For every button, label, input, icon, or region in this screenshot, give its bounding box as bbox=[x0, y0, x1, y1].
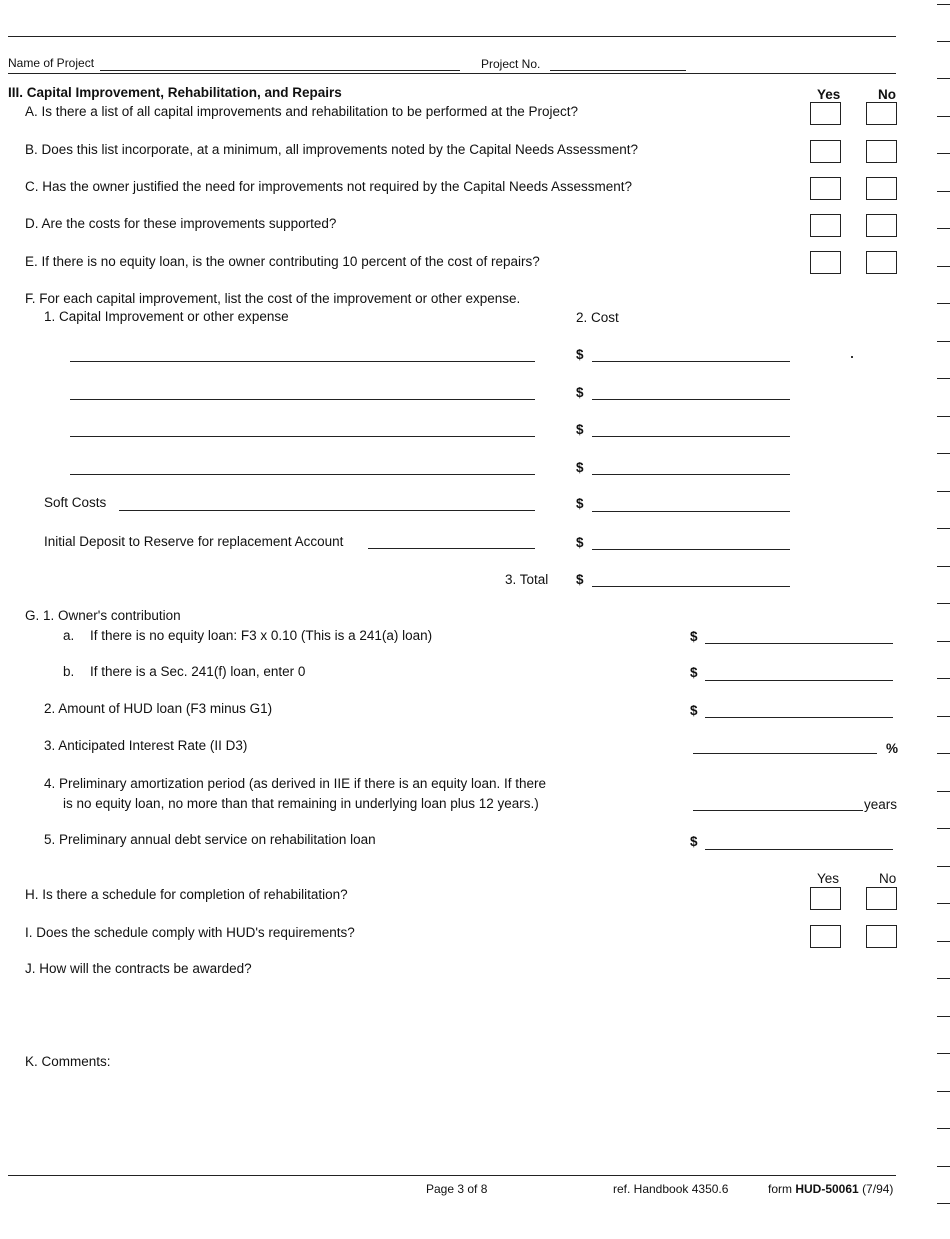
form-date: (7/94) bbox=[862, 1182, 894, 1196]
g4-field[interactable] bbox=[693, 810, 863, 811]
cost-line-1[interactable] bbox=[592, 361, 790, 362]
soft-costs-label: Soft Costs bbox=[44, 495, 107, 510]
g1b-field[interactable] bbox=[705, 680, 893, 681]
question-c-yes-checkbox[interactable] bbox=[810, 177, 841, 200]
question-c-no-checkbox[interactable] bbox=[866, 177, 897, 200]
dollar-sign: $ bbox=[576, 572, 584, 587]
question-c: C. Has the owner justified the need for improvements not required by the Capital Needs Assessment? bbox=[25, 179, 633, 194]
handbook-ref: ref. Handbook 4350.6 bbox=[613, 1182, 729, 1196]
f-intro: F. For each capital improvement, list the cost of the improvement or other expense. bbox=[25, 291, 521, 306]
g5-label: 5. Preliminary annual debt service on rehabilitation loan bbox=[44, 832, 376, 847]
expense-line-3[interactable] bbox=[70, 436, 535, 437]
page-number: Page 3 of 8 bbox=[426, 1182, 488, 1196]
initial-deposit-field[interactable] bbox=[368, 548, 535, 549]
project-no-label: Project No. bbox=[481, 57, 541, 71]
no-header: No bbox=[878, 87, 896, 102]
cost-line-4[interactable] bbox=[592, 474, 790, 475]
g4-label-line2: is no equity loan, no more than that remaining in underlying loan plus 12 years.) bbox=[63, 796, 539, 811]
question-a: A. Is there a list of all capital improvements and rehabilitation to be performed at the Project? bbox=[25, 104, 579, 119]
form-number: HUD-50061 bbox=[795, 1182, 859, 1196]
soft-costs-cost-line[interactable] bbox=[592, 511, 790, 512]
project-name-label: Name of Project bbox=[8, 56, 95, 70]
g4-label-line1: 4. Preliminary amortization period (as derived in IIE if there is an equity loan. If there bbox=[44, 776, 546, 791]
g5-field[interactable] bbox=[705, 849, 893, 850]
question-i-yes-checkbox[interactable] bbox=[810, 925, 841, 948]
question-e: E. If there is no equity loan, is the owner contributing 10 percent of the cost of repairs? bbox=[25, 254, 540, 269]
question-a-no-checkbox[interactable] bbox=[866, 102, 897, 125]
g1b-letter: b. bbox=[63, 664, 75, 679]
cost-line-2[interactable] bbox=[592, 399, 790, 400]
soft-costs-field[interactable] bbox=[119, 510, 535, 511]
stray-dot bbox=[851, 356, 853, 358]
dollar-sign: $ bbox=[690, 703, 698, 718]
dollar-sign: $ bbox=[576, 347, 584, 362]
initial-deposit-cost-line[interactable] bbox=[592, 549, 790, 550]
g2-field[interactable] bbox=[705, 717, 893, 718]
question-e-no-checkbox[interactable] bbox=[866, 251, 897, 274]
total-cost-line[interactable] bbox=[592, 586, 790, 587]
dollar-sign: $ bbox=[576, 460, 584, 475]
question-h: H. Is there a schedule for completion of rehabilitation? bbox=[25, 887, 348, 902]
footer-rule bbox=[8, 1175, 896, 1176]
dollar-sign: $ bbox=[690, 665, 698, 680]
header-rule bbox=[8, 73, 896, 74]
question-d: D. Are the costs for these improvements supported? bbox=[25, 216, 337, 231]
total-label: 3. Total bbox=[505, 572, 549, 587]
question-d-no-checkbox[interactable] bbox=[866, 214, 897, 237]
yes-header-2: Yes bbox=[817, 871, 840, 886]
question-j: J. How will the contracts be awarded? bbox=[25, 961, 252, 976]
years-label: years bbox=[864, 797, 898, 812]
question-i-no-checkbox[interactable] bbox=[866, 925, 897, 948]
question-b-no-checkbox[interactable] bbox=[866, 140, 897, 163]
dollar-sign: $ bbox=[576, 385, 584, 400]
question-b: B. Does this list incorporate, at a minimum, all improvements noted by the Capital Needs Assessment? bbox=[25, 142, 639, 157]
dollar-sign: $ bbox=[576, 496, 584, 511]
form-id bbox=[768, 1182, 893, 1196]
yes-header: Yes bbox=[817, 87, 841, 102]
dollar-sign: $ bbox=[576, 535, 584, 550]
question-b-yes-checkbox[interactable] bbox=[810, 140, 841, 163]
f-col1-header: 1. Capital Improvement or other expense bbox=[44, 309, 289, 324]
percent-sign: % bbox=[886, 741, 899, 756]
cost-line-3[interactable] bbox=[592, 436, 790, 437]
top-rule bbox=[8, 36, 896, 37]
g1a-letter: a. bbox=[63, 628, 75, 643]
initial-deposit-label: Initial Deposit to Reserve for replacement Account bbox=[44, 534, 344, 549]
project-name-field[interactable] bbox=[100, 70, 460, 71]
question-e-yes-checkbox[interactable] bbox=[810, 251, 841, 274]
section-title: III. Capital Improvement, Rehabilitation, and Repairs bbox=[8, 85, 342, 100]
expense-line-2[interactable] bbox=[70, 399, 535, 400]
g1-label: G. 1. Owner's contribution bbox=[25, 608, 181, 623]
expense-line-4[interactable] bbox=[70, 474, 535, 475]
g2-label: 2. Amount of HUD loan (F3 minus G1) bbox=[44, 701, 273, 716]
project-no-field[interactable] bbox=[550, 70, 686, 71]
form-prefix: form bbox=[768, 1182, 792, 1196]
question-h-no-checkbox[interactable] bbox=[866, 887, 897, 910]
g1b-label: If there is a Sec. 241(f) loan, enter 0 bbox=[90, 664, 306, 679]
comments-label: K. Comments: bbox=[25, 1054, 111, 1069]
g1a-label: If there is no equity loan: F3 x 0.10 (This is a 241(a) loan) bbox=[90, 628, 433, 643]
g3-field[interactable] bbox=[693, 753, 877, 754]
g3-label: 3. Anticipated Interest Rate (II D3) bbox=[44, 738, 248, 753]
dollar-sign: $ bbox=[690, 629, 698, 644]
question-i: I. Does the schedule comply with HUD's requirements? bbox=[25, 925, 355, 940]
expense-line-1[interactable] bbox=[70, 361, 535, 362]
dollar-sign: $ bbox=[576, 422, 584, 437]
question-h-yes-checkbox[interactable] bbox=[810, 887, 841, 910]
g1a-field[interactable] bbox=[705, 643, 893, 644]
f-col2-header: 2. Cost bbox=[576, 310, 619, 325]
dollar-sign: $ bbox=[690, 834, 698, 849]
question-a-yes-checkbox[interactable] bbox=[810, 102, 841, 125]
question-d-yes-checkbox[interactable] bbox=[810, 214, 841, 237]
no-header-2: No bbox=[879, 871, 897, 886]
